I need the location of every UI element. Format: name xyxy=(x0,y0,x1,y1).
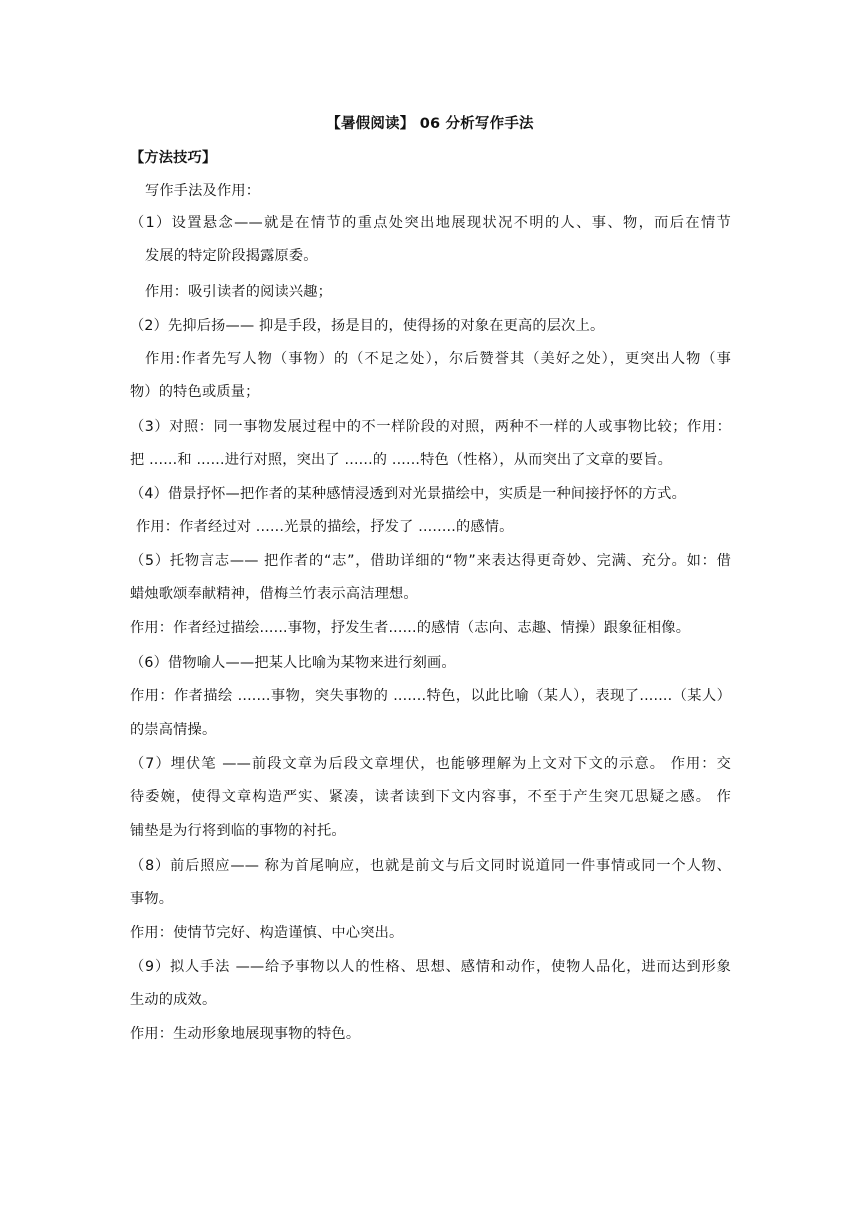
intro-text: 写作手法及作用： xyxy=(145,183,261,199)
item-3-line-1: （3）对照：同一事物发展过程中的不一样阶段的对照，两种不一样的人或事物比较；作用： xyxy=(130,419,731,435)
item-2-effect-line-2: 物）的特色或质量； xyxy=(130,384,260,400)
item-6-effect-line-2: 的崇高情操。 xyxy=(130,722,217,738)
item-1-line-2: 发展的特定阶段揭露原委。 xyxy=(145,248,318,264)
item-6-effect-line-1: 作用：作者描绘 .......事物，突失事物的 .......特色，以此比喻（某人），表现了.......（某人） xyxy=(130,688,731,704)
item-5-effect: 作用：作者经过描绘......事物，抒发生者......的感情（志向、志趣、情操）跟象征相像。 xyxy=(130,620,691,636)
item-9-line-2: 生动的成效。 xyxy=(130,992,217,1008)
section-heading: 【方法技巧】 xyxy=(130,150,217,166)
item-3-line-2: 把 ......和 ......进行对照，突出了 ......的 ......特色（性格），从而突出了文章的要旨。 xyxy=(130,452,673,468)
item-2-effect-line-1: 作用:作者先写人物（事物）的（不足之处），尔后赞誉其（美好之处），更突出人物（事 xyxy=(145,351,731,367)
item-7-line-2: 待委婉，使得文章构造严实、紧凑，读者读到下文内容事，不至于产生突兀思疑之感。 作 xyxy=(130,789,731,805)
item-2-line-1: （2）先抑后扬—— 抑是手段，扬是目的，使得扬的对象在更高的层次上。 xyxy=(130,318,605,334)
item-9-effect: 作用：生动形象地展现事物的特色。 xyxy=(130,1026,361,1042)
item-5-line-1: （5）托物言志—— 把作者的“志”，借助详细的“物”来表达得更奇妙、完满、充分。如：借 xyxy=(130,553,731,569)
item-7-line-3: 铺垫是为行将到临的事物的衬托。 xyxy=(130,823,346,839)
item-4-effect: 作用：作者经过对 ......光景的描绘，抒发了 ........的感情。 xyxy=(136,519,514,535)
item-5-line-2: 蜡烛歌颂奉献精神，借梅兰竹表示高洁理想。 xyxy=(130,586,418,602)
item-8-line-1: （8）前后照应—— 称为首尾响应，也就是前文与后文同时说道同一件事情或同一个人物、 xyxy=(130,858,731,874)
item-6-line-1: （6）借物喻人——把某人比喻为某物来进行刻画。 xyxy=(130,655,456,671)
item-4-line-1: （4）借景抒怀—把作者的某种感情浸透到对光景描绘中，实质是一种间接抒怀的方式。 xyxy=(130,486,686,502)
item-1-effect: 作用：吸引读者的阅读兴趣； xyxy=(145,284,333,300)
item-1-line-1: （1）设置悬念——就是在情节的重点处突出地展现状况不明的人、事、物，而后在情节 xyxy=(130,215,731,231)
item-8-line-2: 事物。 xyxy=(130,891,174,907)
item-9-line-1: （9）拟人手法 ——给予事物以人的性格、思想、感情和动作，使物人品化，进而达到形象 xyxy=(130,959,731,975)
item-7-line-1: （7）埋伏笔 ——前段文章为后段文章埋伏，也能够理解为上文对下文的示意。 作用：交 xyxy=(130,756,731,772)
page-title: 【暑假阅读】 06 分析写作手法 xyxy=(326,116,534,132)
item-8-effect: 作用：使情节完好、构造谨慎、中心突出。 xyxy=(130,925,404,941)
